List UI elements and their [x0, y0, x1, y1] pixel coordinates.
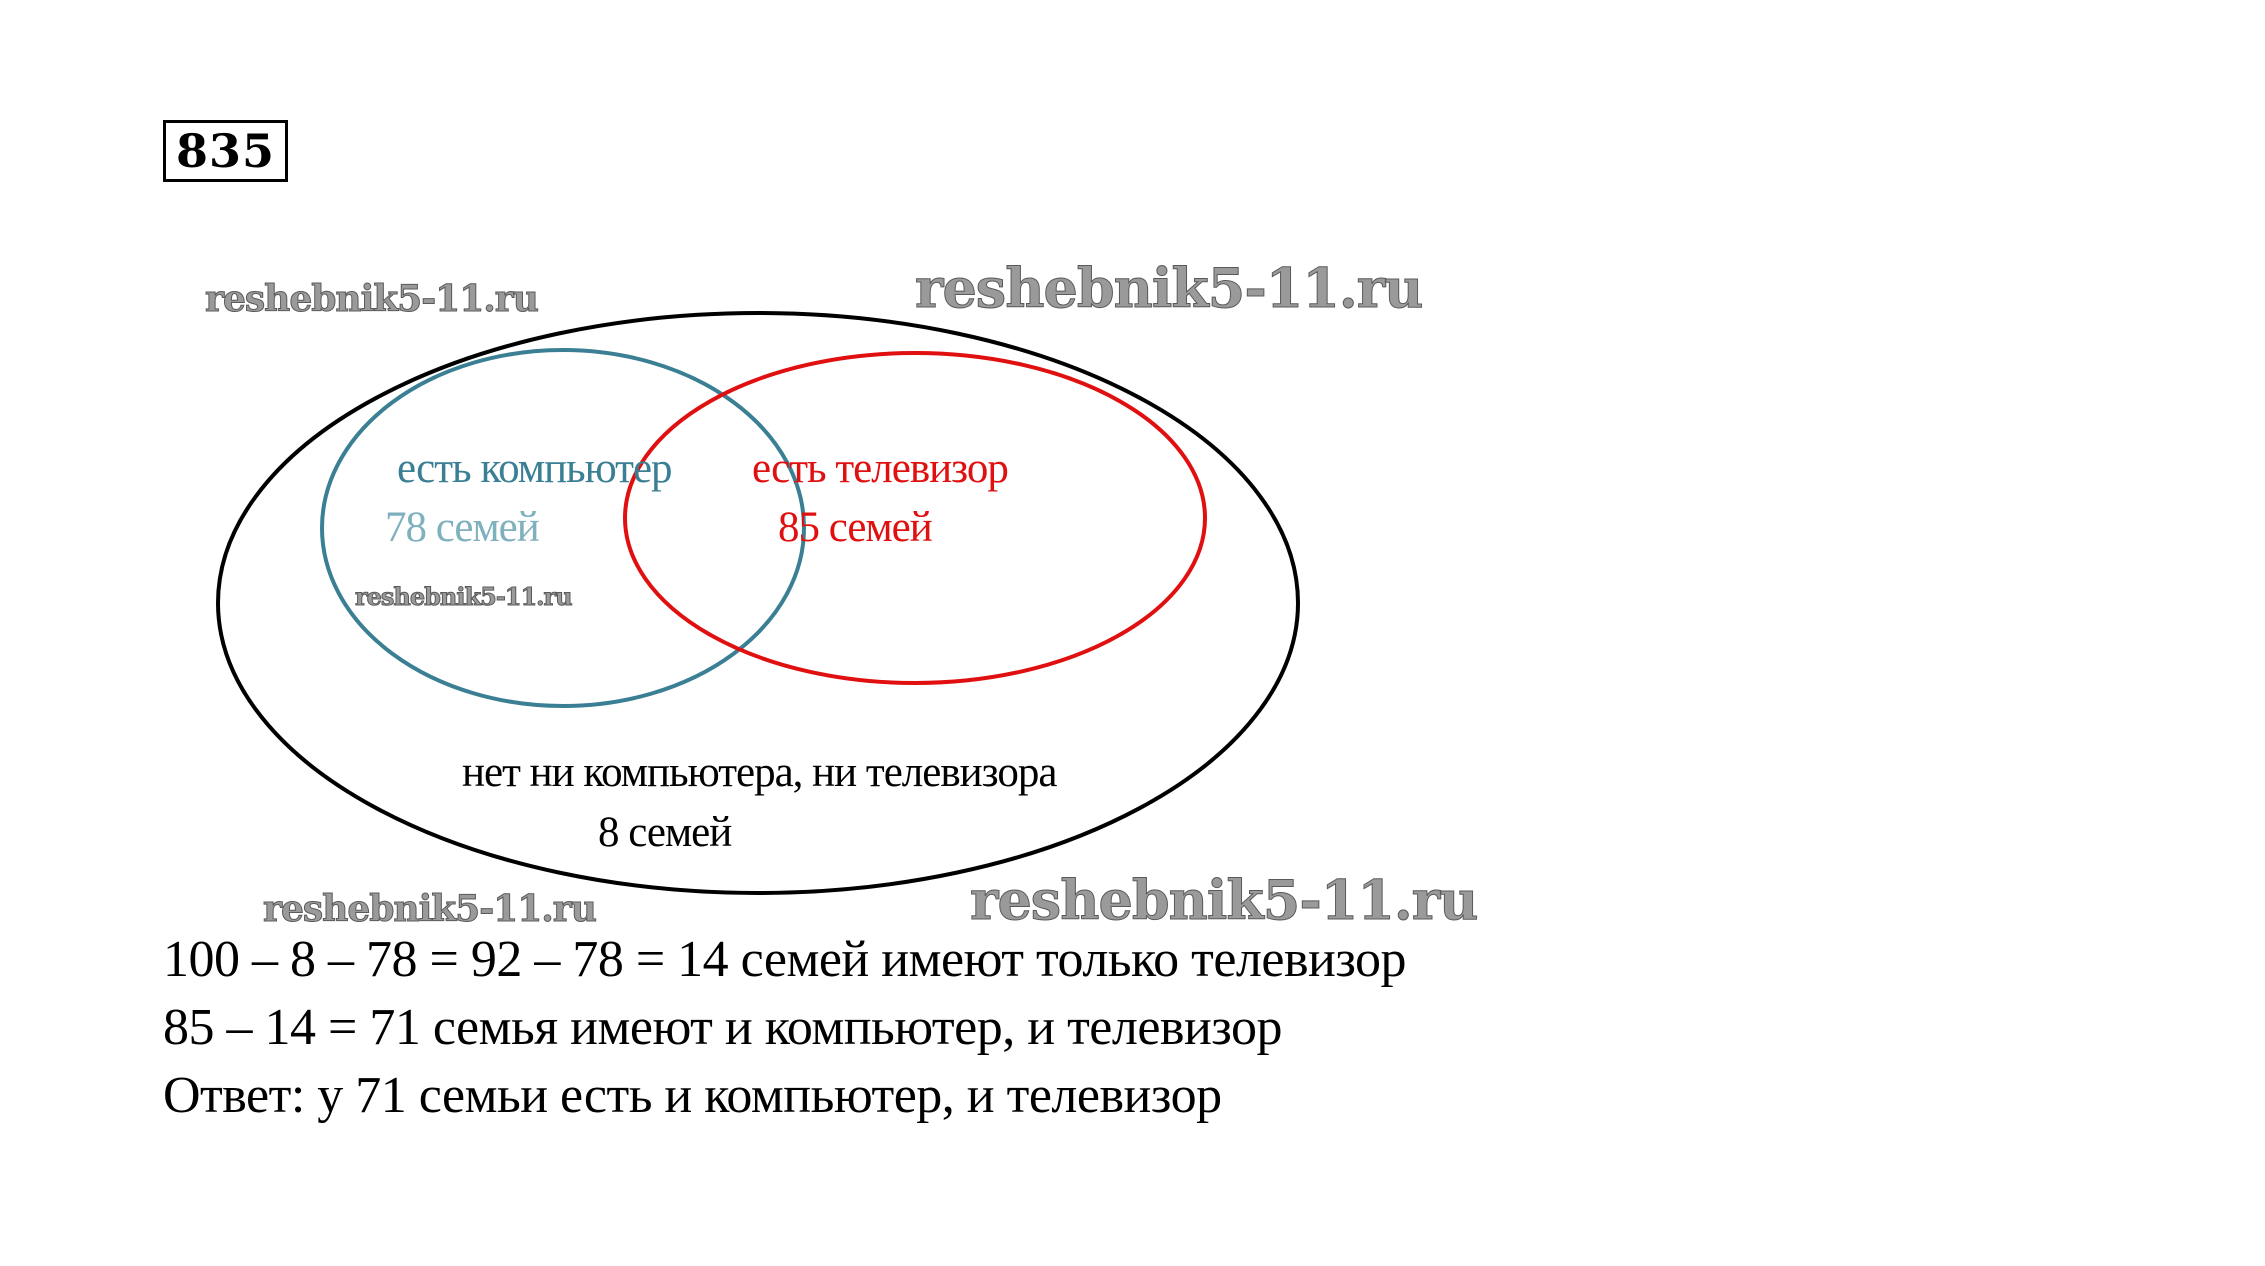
tv-count: 85 семей: [778, 504, 932, 551]
tv-label: есть телевизор: [752, 445, 1008, 492]
watermark-bottom-right: reshebnik5-11.ru: [970, 868, 1478, 932]
answer-line: Ответ: у 71 семьи есть и компьютер, и телевизор: [163, 1067, 1222, 1124]
watermark-bottom-left: reshebnik5-11.ru: [263, 888, 596, 930]
solution-line-1: 100 – 8 – 78 = 92 – 78 = 14 семей имеют только телевизор: [163, 931, 1407, 988]
neither-count: 8 семей: [598, 809, 732, 856]
watermark-inside: reshebnik5-11.ru: [355, 582, 572, 611]
watermark-top-left: reshebnik5-11.ru: [205, 278, 538, 320]
watermark-top-right: reshebnik5-11.ru: [915, 256, 1423, 320]
neither-label: нет ни компьютера, ни телевизора: [462, 749, 1057, 796]
computer-label: есть компьютер: [397, 445, 672, 492]
problem-number: 835: [163, 120, 288, 182]
solution-line-2: 85 – 14 = 71 семья имеют и компьютер, и телевизор: [163, 999, 1283, 1056]
computer-count: 78 семей: [385, 504, 539, 551]
